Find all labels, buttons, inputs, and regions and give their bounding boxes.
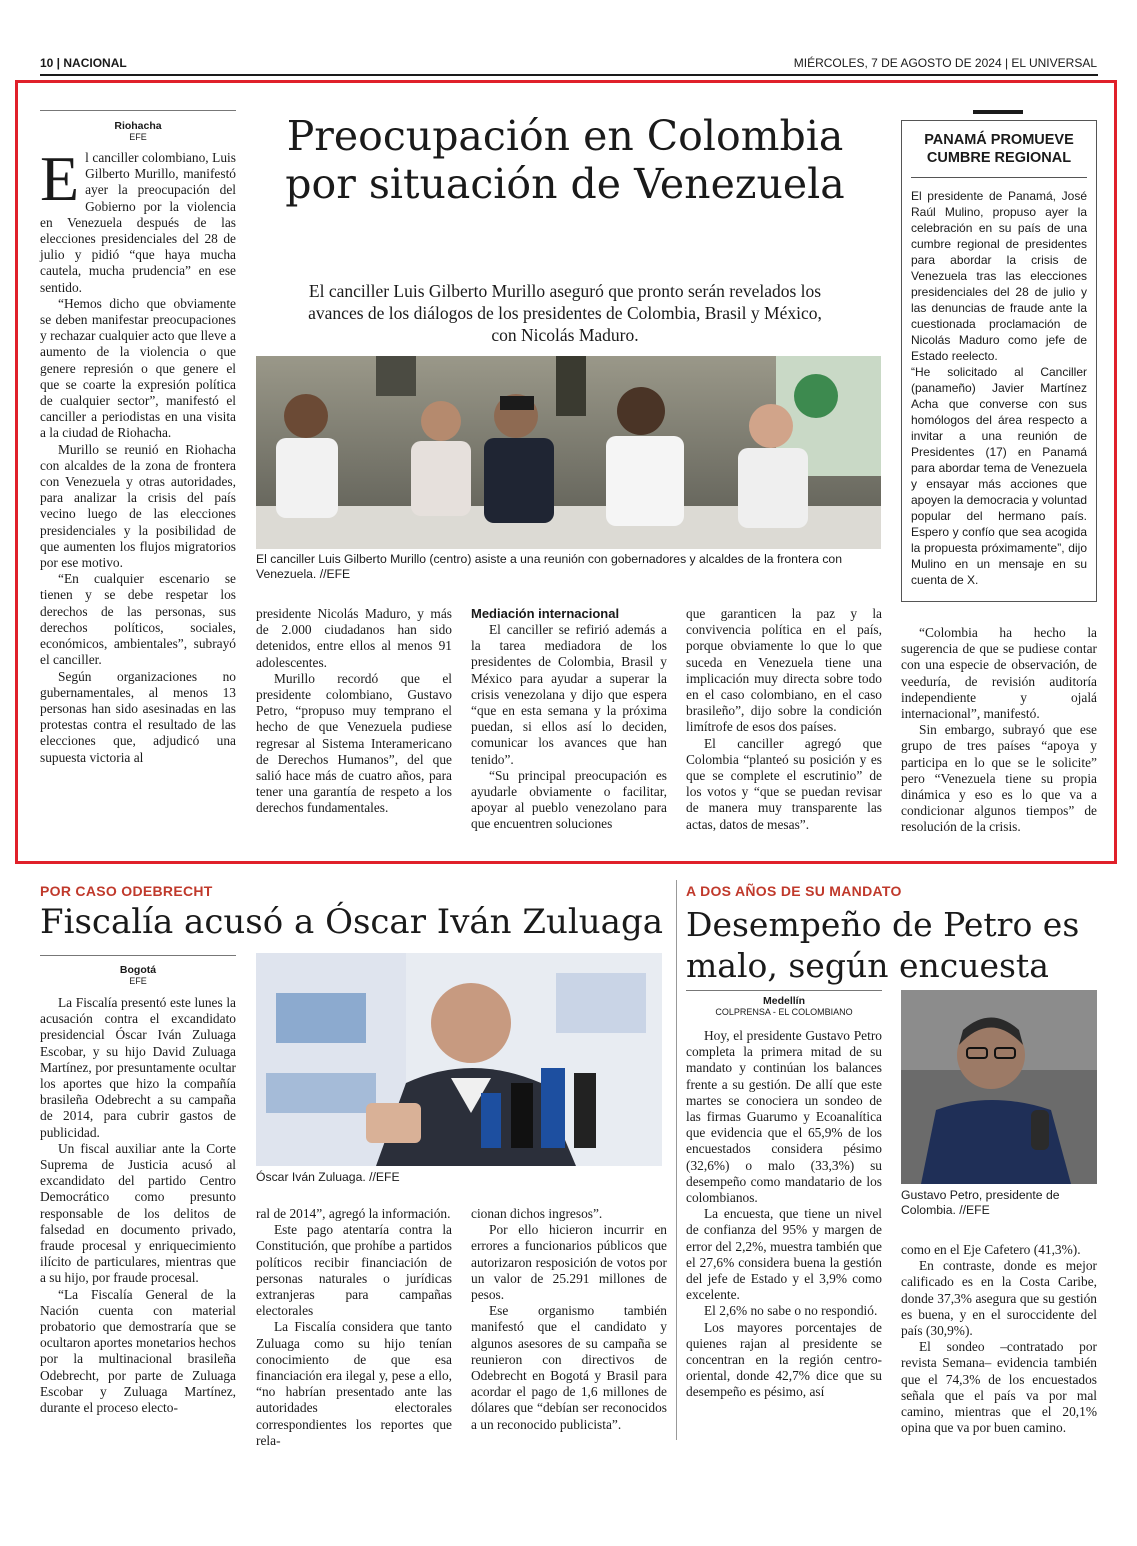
main-col3 [471, 606, 667, 833]
col1-top-rule [40, 110, 236, 111]
paragraph: La Fiscalía presentó este lunes la acusación contra el excandidato presidencial Óscar Iván Zuluaga Escobar, y su hijo David Zuluaga Martínez, por presuntamente ocultar los aportes que hizo la compañía brasileña Odebrecht a su campaña de 2014, para cubrir gastos de publicidad. [40, 995, 236, 1140]
zuluaga-headline: Fiscalía acusó a Óscar Iván Zuluaga [40, 902, 663, 942]
zuluaga-top-rule [40, 955, 236, 956]
paragraph: presidente Nicolás Maduro, y más de 2.000 ciudadanos han sido detenidos, entre ellos al menos 91 adolescentes. [256, 606, 452, 670]
paragraph: Los mayores porcentajes de quienes rajan al presidente se concentran en la región centro-oriental, donde 42,7% dice que su desempeño es pésimo, así [686, 1319, 882, 1400]
petro-photo [901, 990, 1097, 1184]
paragraph: l canciller colombiano, Luis Gilberto Murillo, manifestó ayer la preocupación del Gobierno por la violencia en Venezuela después de las elecciones presidenciales del 28 de julio y pidió “que haya mucha cautela, mucha prudencia” en ese sentido. [40, 150, 236, 295]
paragraph: Sin embargo, subrayó que ese grupo de tres países “apoya y participa en lo que se le solicite” pero “Venezuela tiene su propia dinámica y eso es lo que va a condicionar algunos tiempos” de resolución de la crisis. [901, 722, 1097, 835]
paragraph: Hoy, el presidente Gustavo Petro completa la primera mitad de su mandato y continúan los balances frente a su gestión. De allí que este martes se conociera un sondeo de las firmas Guarumo y Ecoanalítica que evidencia que el 65,9% de los encuestados considera pésimo (32,6%) o malo (33,3%) su desempeño como mandatario de los colombianos. [686, 1028, 882, 1206]
paragraph: Murillo se reunió en Riohacha con alcaldes de la zona de frontera con Venezuela y otras autoridades, para analizar la crisis del país vecino luego de las elecciones presidenciales y la posibilidad de que aumenten los flujos migratorios por ese motivo. [40, 441, 236, 571]
paragraph: Según organizaciones no gubernamentales, al menos 13 personas han sido asesinadas en las protestas contra el resultado de las elecciones que, adjudicó una supuesta victoria al [40, 668, 236, 765]
photo-caption: Gustavo Petro, presidente de Colombia. //EFE [901, 1188, 1060, 1217]
main-col4 [686, 606, 882, 833]
petro-top-rule [686, 990, 882, 991]
paragraph: En contraste, donde es mejor calificado es en la Costa Caribe, donde 37,3% asegura que su gestión es buena, y en el suroccidente del país (30,9%). [901, 1258, 1097, 1339]
photo-caption: Óscar Iván Zuluaga. //EFE [256, 1170, 400, 1184]
dateline: Riohacha [114, 120, 162, 132]
paragraph: Murillo recordó que el presidente colombiano, Gustavo Petro, “propuso muy temprano el hecho de que Venezuela pudiese regresar al Sistema Interamericano de Derechos Humanos”, del que salió hace más de cuatro años, para tener una garantía de respeto a los derechos fundamentales. [256, 670, 452, 816]
sidebar-top-bar [973, 110, 1023, 114]
sidebar-divider [911, 177, 1087, 178]
main-col1 [40, 143, 236, 766]
paragraph: “Colombia ha hecho la sugerencia de que se pudiese contar con una especie de observación, de veeduría, de revisión auditoría independiente y ojalá internacional”, manifestó. [901, 625, 1097, 722]
section-subhead: Mediación internacional [471, 606, 620, 621]
kicker: POR CASO ODEBRECHT [40, 883, 213, 899]
paragraph: cionan dichos ingresos”. [471, 1206, 603, 1221]
main-subheadline: El canciller Luis Gilberto Murillo aseguró que pronto serán revelados los avances de los diálogos de los presidentes de Colombia, Brasil y México, con Nicolás Maduro. [308, 281, 822, 345]
drop-cap: E [40, 143, 80, 214]
zuluaga-col2 [256, 1206, 452, 1449]
sidebar-box [901, 120, 1097, 602]
petro-col1 [686, 1028, 882, 1401]
petro-headline: Desempeño de Petro es malo, según encuesta [686, 905, 1080, 985]
paragraph: Por ello hicieron incurrir en errores a funcionarios públicos que autorizaron resposición de votos por un valor de 25.291 millones de pesos. [471, 1222, 667, 1303]
paragraph: El canciller agregó que Colombia “planteó su posición y es que se complete el escrutinio” de los votos y “que se puedan revisar de manera muy transparente las actas, datos de mesas”. [686, 735, 882, 832]
zuluaga-photo [256, 953, 662, 1166]
header-rule [40, 74, 1098, 76]
paragraph: El 2,6% no sabe o no respondió. [704, 1303, 878, 1319]
zuluaga-col3 [471, 1206, 667, 1433]
main-col5 [901, 625, 1097, 836]
paragraph: “Hemos dicho que obviamente se deben manifestar preocupaciones y rechazar cualquier acto que lleve a aumento de la violencia o que genere represión o que genere el que se coarte la expresión política de cualquier sector”, manifestó el canciller a periodistas en una visita a la ciudad de Riohacha. [40, 295, 236, 441]
dateline: Bogotá [119, 964, 157, 976]
agency: EFE [129, 132, 147, 142]
paragraph: como en el Eje Cafetero (41,3%). [901, 1242, 1081, 1257]
paragraph: “Su principal preocupación es ayudarle obviamente o facilitar, apoyar al pueblo venezolano para que encuentren soluciones [471, 767, 667, 832]
paragraph: “La Fiscalía General de la Nación cuenta con material probatorio que demostraría que se ocultaron aportes monetarios hechos por la multinacional brasileña Odebrecht, por parte de Zuluaga Escobar y Zuluaga Martínez, durante el proceso electo- [40, 1286, 236, 1416]
paragraph: La Fiscalía considera que tanto Zuluaga como su hijo tenían conocimiento de que esa financiación era ilegal y, pese a ello, “no habrían presentado ante las autoridades electorales correspondientes los reportes que rela- [256, 1319, 452, 1448]
main-col2 [256, 606, 452, 817]
paragraph: El canciller se refirió además a la tarea mediadora de los presidentes de Colombia, Brasil y México para ayudar a superar la crisis venezolana y dijo que espera “que en esta semana y la próxima puedan, si ellos así lo deciden, comunicar los avances que han tenido”. [471, 622, 667, 767]
paragraph: La encuesta, que tiene un nivel de confianza del 95% y margen de error del 2,2%, muestra también que el 27,6% considera buena la gestión del jefe de Estado y el 3,9% como excelente. [686, 1206, 882, 1303]
paragraph: Este pago atentaría contra la Constitución, que prohíbe a partidos políticos recibir financiación de personas naturales o jurídicas extranjeras para campañas electorales [256, 1222, 452, 1319]
zuluaga-col1 [40, 995, 236, 1416]
column-divider [676, 880, 677, 1440]
main-headline: Preocupación en Colombia por situación de Venezuela [285, 112, 845, 208]
photo-caption: El canciller Luis Gilberto Murillo (centro) asiste a una reunión con gobernadores y alcaldes de la frontera con Venezuela. //EFE [256, 552, 842, 581]
dateline: Medellín [762, 995, 805, 1007]
agency: COLPRENSA - EL COLOMBIANO [715, 1007, 853, 1017]
sidebar-paragraph: “He solicitado al Canciller (panameño) Javier Martínez Acha que converse con sus homólogos del área respecto a invitar a una reunión de Presidentes (17) en Panamá para abordar tema de Venezuela y ensayar más acciones que apoyen la democracia y voluntad popular del hermano país. Espero y confío que sea acogida la propuesta próximamente”, dijo Mulino en un mensaje en su cuenta de X. [911, 365, 1087, 587]
paragraph: El sondeo –contratado por revista Semana– evidencia también que el 74,3% de los encuestados señala que el país va por mal camino, mientras que el 20,1% opina que va por buen camino. [901, 1339, 1097, 1436]
paragraph: ral de 2014”, agregó la información. [256, 1206, 451, 1221]
petro-col2 [901, 1242, 1097, 1436]
paragraph: Ese organismo también manifestó que el candidato y algunos asesores de su campaña se reunieron con directivos de Odebrecht en Bogotá y Brasil para acordar el pago de 1,6 millones de dólares que “debían ser reconocidos a un reconocido publicista”. [471, 1303, 667, 1432]
kicker: A DOS AÑOS DE SU MANDATO [686, 883, 902, 899]
folio: 10 | NACIONAL [40, 56, 127, 70]
paragraph: Un fiscal auxiliar ante la Corte Suprema de Justicia acusó al excandidato del partido Centro Democrático como presunto responsable de los delitos de falsedad en documento privado, fraude procesal y enriquecimiento ilícito de particulares, mientras que a su hijo, por fraude procesal. [40, 1140, 236, 1286]
agency: EFE [129, 976, 147, 986]
sidebar-paragraph: El presidente de Panamá, José Raúl Mulino, propuso ayer la celebración en su país de una cumbre regional de presidentes para abordar la crisis de Venezuela tras las elecciones presidenciales del 28 de julio y las denuncias de fraude ante la cuestionada proclamación de Nicolás Maduro como jefe de Estado reelecto. [911, 189, 1087, 363]
meeting-photo [256, 356, 881, 549]
sidebar-title: PANAMÁ PROMUEVE CUMBRE REGIONAL [924, 132, 1074, 166]
paragraph: que garanticen la paz y la convivencia política en el país, porque obviamente lo que lo que suceda en Venezuela tiene una implicación muy directa sobre todo en el caso colombiano, en el caso brasileño”, dijo sobre la condición limítrofe de esos dos países. [686, 606, 882, 735]
paragraph: “En cualquier escenario se tienen y se debe respetar los derechos de las personas, sus derechos políticos, sociales, económicos, ambientales”, subrayó el canciller. [40, 571, 236, 668]
date-masthead: MIÉRCOLES, 7 DE AGOSTO DE 2024 | EL UNIVERSAL [793, 56, 1097, 70]
